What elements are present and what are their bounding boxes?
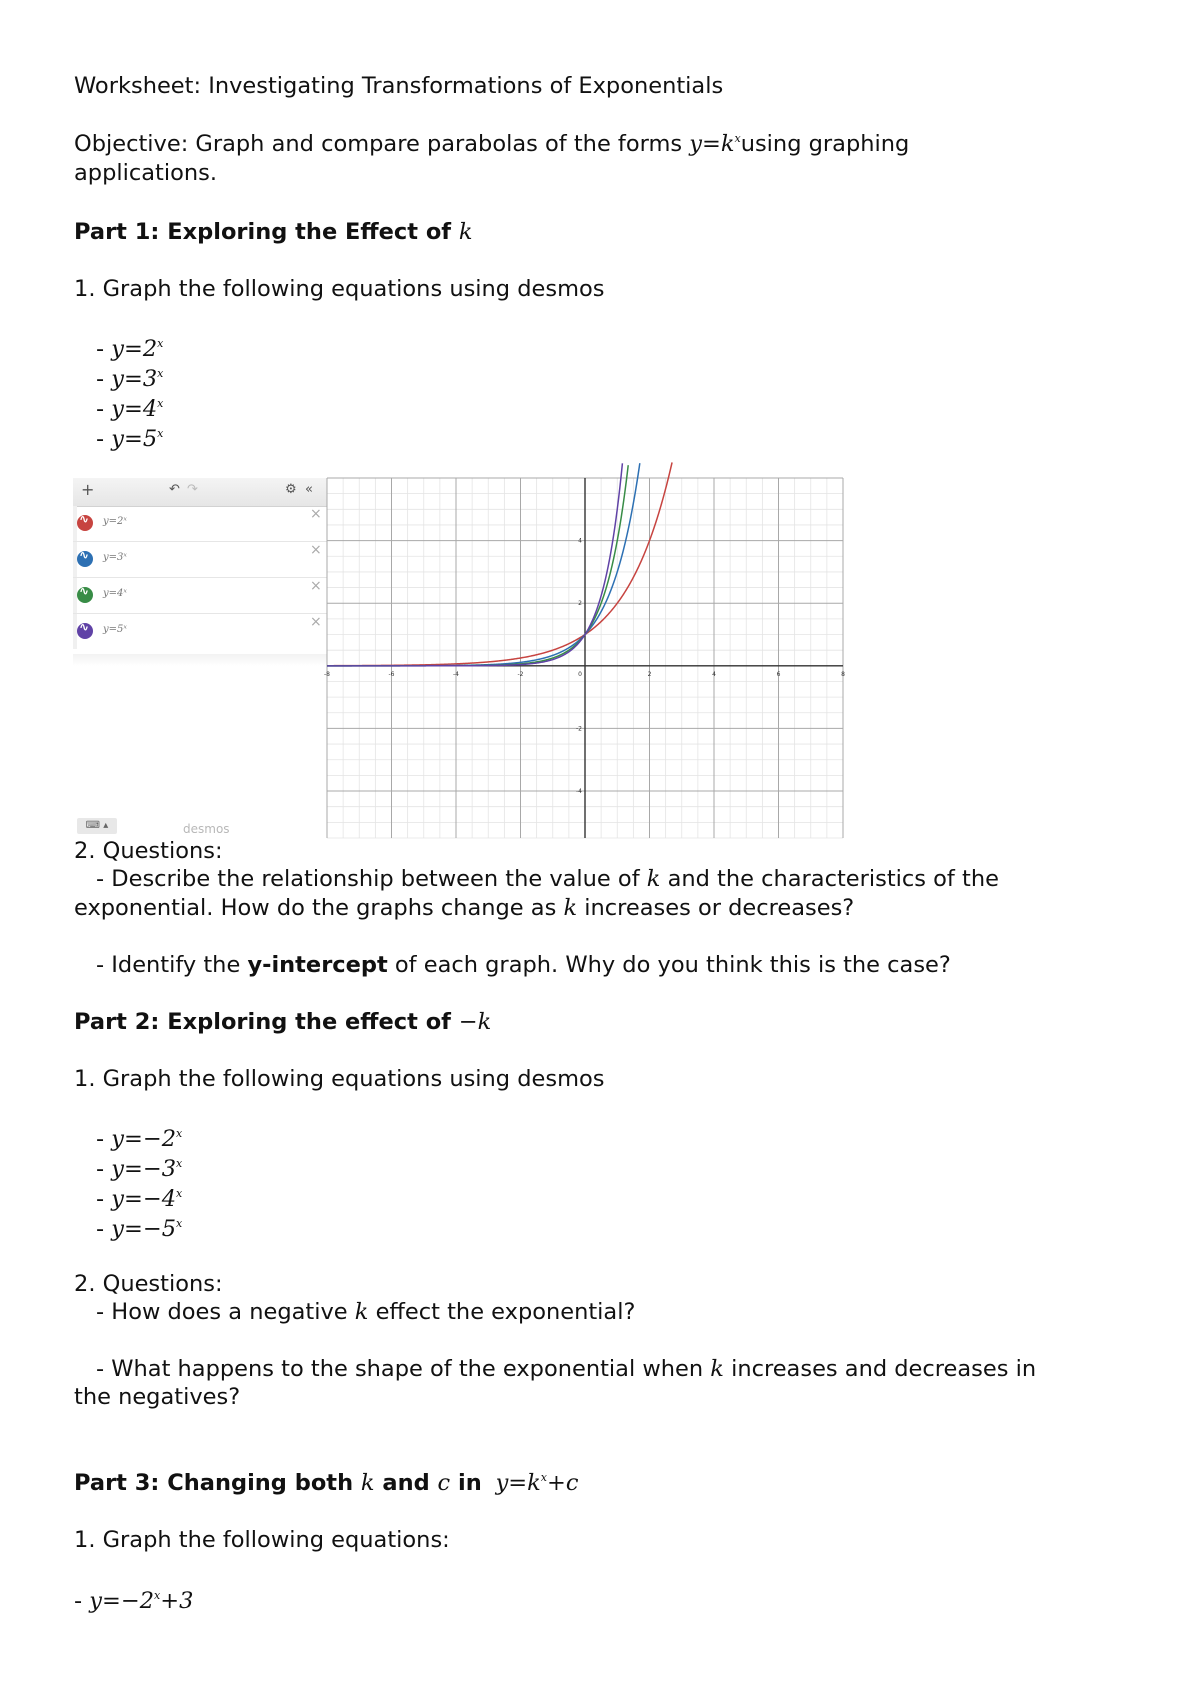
part1-question-2: - Identify the y-intercept of each graph. Why do you think this is the case? <box>96 952 951 978</box>
x-tick-label: 4 <box>712 670 716 678</box>
part2-step1: 1. Graph the following equations using desmos <box>74 1066 605 1092</box>
keyboard-icon[interactable]: ⌨ ▴ <box>77 818 117 834</box>
x-tick-label: 2 <box>647 670 652 678</box>
add-expression-icon[interactable]: + <box>81 480 95 499</box>
axes <box>327 478 843 838</box>
bullet: - <box>96 366 112 392</box>
origin-label: 0 <box>578 670 582 678</box>
expression-toolbar <box>73 478 327 507</box>
delete-icon[interactable]: × <box>310 542 322 558</box>
graph-toggle-icon[interactable]: ∿ <box>77 587 93 603</box>
part2-equation: - $y=-2^x$ <box>96 1126 183 1152</box>
x-tick-label: -2 <box>517 670 524 678</box>
part1-equation: - $y=3^x$ <box>96 366 164 392</box>
expression-row[interactable] <box>73 542 327 578</box>
part1-step1: 1. Graph the following equations using desmos <box>74 276 605 302</box>
delete-icon[interactable]: × <box>310 578 322 594</box>
objective-suffix: using graphing <box>740 131 910 157</box>
objective-formula: $y=k^x$ <box>689 131 741 157</box>
objective-line <box>74 130 909 162</box>
objective-prefix: Objective: Graph and compare parabolas of the forms <box>74 131 690 157</box>
part1-heading: Part 1: Exploring the Effect of k <box>74 219 473 245</box>
x-tick-label: 8 <box>841 670 845 678</box>
part1-question-1-cont: exponential. How do the graphs change as k increases or decreases? <box>74 895 855 921</box>
bullet: - <box>96 336 112 362</box>
expression-row[interactable] <box>73 578 327 614</box>
part2-questions-label: 2. Questions: <box>74 1271 223 1297</box>
delete-icon[interactable]: × <box>310 614 322 630</box>
expression-text[interactable]: y=4ˣ <box>103 588 127 599</box>
expression-text[interactable]: y=2ˣ <box>103 516 127 527</box>
bullet: - <box>96 396 112 422</box>
graph-canvas[interactable] <box>324 478 845 838</box>
part2-question-2-cont: the negatives? <box>74 1384 241 1410</box>
graph-toggle-icon[interactable]: ∿ <box>77 515 93 531</box>
x-tick-label: 6 <box>776 670 781 678</box>
part3-step1: 1. Graph the following equations: <box>74 1527 450 1553</box>
y-tick-label: -4 <box>576 788 582 796</box>
x-tick-label: -6 <box>388 670 395 678</box>
part3-equation: - $y=-2^x+3$ <box>74 1588 194 1614</box>
desmos-screenshot <box>73 478 843 838</box>
undo-icon[interactable]: ↶ <box>169 482 180 497</box>
part3-heading: Part 3: Changing both k and c in $y=k^x+c$ <box>74 1470 579 1496</box>
part2-equation: - $y=-5^x$ <box>96 1216 183 1242</box>
curves <box>327 462 672 665</box>
y-tick-label: 4 <box>578 537 582 545</box>
part1-equation: - $y=4^x$ <box>96 396 164 422</box>
part2-equation: - $y=-3^x$ <box>96 1156 183 1182</box>
bullet: - <box>96 426 112 452</box>
settings-icon[interactable]: ⚙ <box>285 482 297 497</box>
part2-equation: - $y=-4^x$ <box>96 1186 183 1212</box>
y-tick-label: -2 <box>576 725 582 733</box>
part2-question-1: - How does a negative k effect the exponential? <box>96 1299 636 1325</box>
collapse-icon[interactable]: « <box>305 482 313 497</box>
x-tick-label: -4 <box>453 670 459 678</box>
desmos-logo: desmos <box>183 822 230 836</box>
expression-text[interactable]: y=3ˣ <box>103 552 127 563</box>
x-tick-label: -8 <box>324 670 330 678</box>
part2-heading: Part 2: Exploring the effect of −k <box>74 1009 492 1035</box>
worksheet-title: Worksheet: Investigating Transformations of Exponentials <box>74 73 724 99</box>
graph-toggle-icon[interactable]: ∿ <box>77 623 93 639</box>
expression-panel <box>73 478 327 838</box>
part1-equation: - $y=2^x$ <box>96 336 164 362</box>
part1-equation: - $y=5^x$ <box>96 426 164 452</box>
expression-text[interactable]: y=5ˣ <box>103 624 127 635</box>
expression-row[interactable] <box>73 506 327 542</box>
objective-line-2: applications. <box>74 160 217 186</box>
part2-question-2: - What happens to the shape of the exponential when k increases and decreases in <box>96 1356 1037 1382</box>
part1-question-1: - Describe the relationship between the value of k and the characteristics of the <box>96 866 999 892</box>
expression-row[interactable] <box>73 614 327 649</box>
redo-icon[interactable]: ↷ <box>187 482 198 497</box>
delete-icon[interactable]: × <box>310 506 322 522</box>
part1-questions-label: 2. Questions: <box>74 838 223 864</box>
graph-toggle-icon[interactable]: ∿ <box>77 551 93 567</box>
y-tick-label: 2 <box>578 600 582 608</box>
